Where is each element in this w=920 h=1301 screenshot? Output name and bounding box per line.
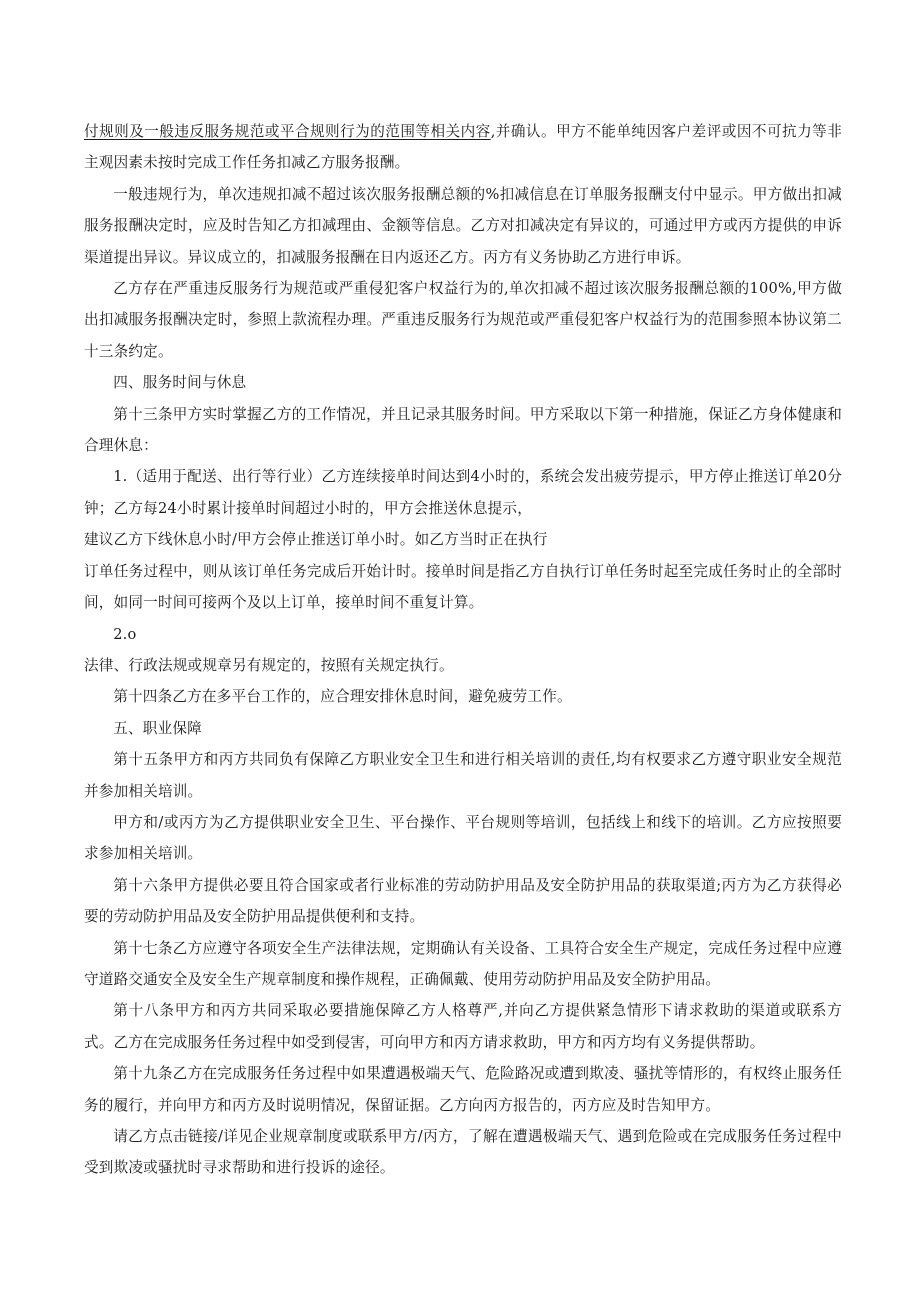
paragraph-2: 一般违规行为，单次违规扣减不超过该次服务报酬总额的%扣减信息在订单服务报酬支付中显示。甲方做出扣减服务报酬决定时，应及时告知乙方扣减理由、金额等信息。乙方对扣减决定有异议的，可通过甲方或丙方提供的申诉渠道提出异议。异议成立的，扣减服务报酬在日内返还乙方。丙方有义务协助乙方进行申诉。: [84, 185, 842, 266]
paragraph-1-rest: ,并确认。甲方不能单纯因客户差评或因不可抗力等非主观因素未按时完成工作任务扣减乙方服务报酬。: [84, 123, 842, 172]
article-16: 第十六条甲方提供必要且符合国家或者行业标准的劳动防护用品及安全防护用品的获取渠道;丙方为乙方获得必要的劳动防护用品及安全防护用品提供便利和支持。: [84, 876, 842, 926]
section-heading-5: 五、职业保障: [113, 719, 202, 737]
document-page: [84, 116, 842, 1184]
article-14: 第十四条乙方在多平台工作的，应合理安排休息时间，避免疲劳工作。: [113, 688, 572, 706]
underlined-text: 付规则及一般违反服务规范或平合规则行为的范围等相关内容: [84, 123, 491, 140]
article-17: 第十七条乙方应遵守各项安全生产法律法规，定期确认有关设备、工具符合安全生产规定，完成任务过程中应遵守道路交通安全及安全生产规章制度和操作规程，正确佩戴、使用劳动防护用品及安全防护用品。: [84, 939, 842, 988]
article-13-law-clause: 法律、行政法规或规章另有规定的，按照有关规定执行。: [84, 656, 454, 674]
paragraph-1: [84, 116, 842, 179]
section-heading-4: 四、服务时间与休息: [113, 374, 247, 392]
paragraph-3: 乙方存在严重违反服务行为规范或严重侵犯客户权益行为的,单次扣减不超过该次服务报酬总额的100%,甲方做出扣减服务报酬决定时，参照上款流程办理。严重违反服务行为规范或严重侵犯客户权益行为的范围参照本协议第二十三条约定。: [84, 280, 842, 360]
article-13: 第十三条甲方实时掌握乙方的工作情况，并且记录其服务时间。甲方采取以下第一种措施，保证乙方身体健康和合理休息：: [84, 405, 842, 455]
article-13-item-1-cont-2: 订单任务过程中，则从该订单任务完成后开始计时。接单时间是指乙方自执行订单任务时起至完成任务时止的全部时间，如同一时间可接两个及以上订单，接单时间不重复计算。: [84, 562, 842, 612]
article-18: 第十八条甲方和丙方共同采取必要措施保障乙方人格尊严,并向乙方提供紧急情形下请求救助的渠道或联系方式。乙方在完成服务任务过程中如受到侵害，可向甲方和丙方请求救助，甲方和丙方均有义务提供帮助。: [84, 1002, 842, 1051]
help-channels-note: 请乙方点击链接/详见企业规章制度或联系甲方/丙方，了解在遭遇极端天气、遇到危险或在完成服务任务过程中受到欺凌或骚扰时寻求帮助和进行投诉的途径。: [84, 1128, 842, 1177]
article-19: 第十九条乙方在完成服务任务过程中如果遭遇极端天气、危险路况或遭到欺凌、骚扰等情形的，有权终止服务任务的履行，并向甲方和丙方及时说明情况，保留证据。乙方向丙方报告的，丙方应及时告知甲方。: [84, 1065, 842, 1114]
article-13-item-1: 1.（适用于配送、出行等行业）乙方连续接单时间达到4小时的，系统会发出疲劳提示，甲方停止推送订单20分钟；乙方每24小时累计接单时间超过小时的，甲方会推送休息提示，: [84, 468, 842, 517]
article-15-training: 甲方和/或丙方为乙方提供职业安全卫生、平台操作、平台规则等培训，包括线上和线下的培训。乙方应按照要求参加相关培训。: [84, 813, 842, 863]
article-15: 第十五条甲方和丙方共同负有保障乙方职业安全卫生和进行相关培训的责任,均有权要求乙方遵守职业安全规范并参加相关培训。: [84, 751, 842, 800]
article-13-item-1-cont-1: 建议乙方下线休息小时/甲方会停止推送订单小时。如乙方当时正在执行: [84, 531, 548, 549]
article-13-item-2: 2.o: [113, 625, 137, 643]
